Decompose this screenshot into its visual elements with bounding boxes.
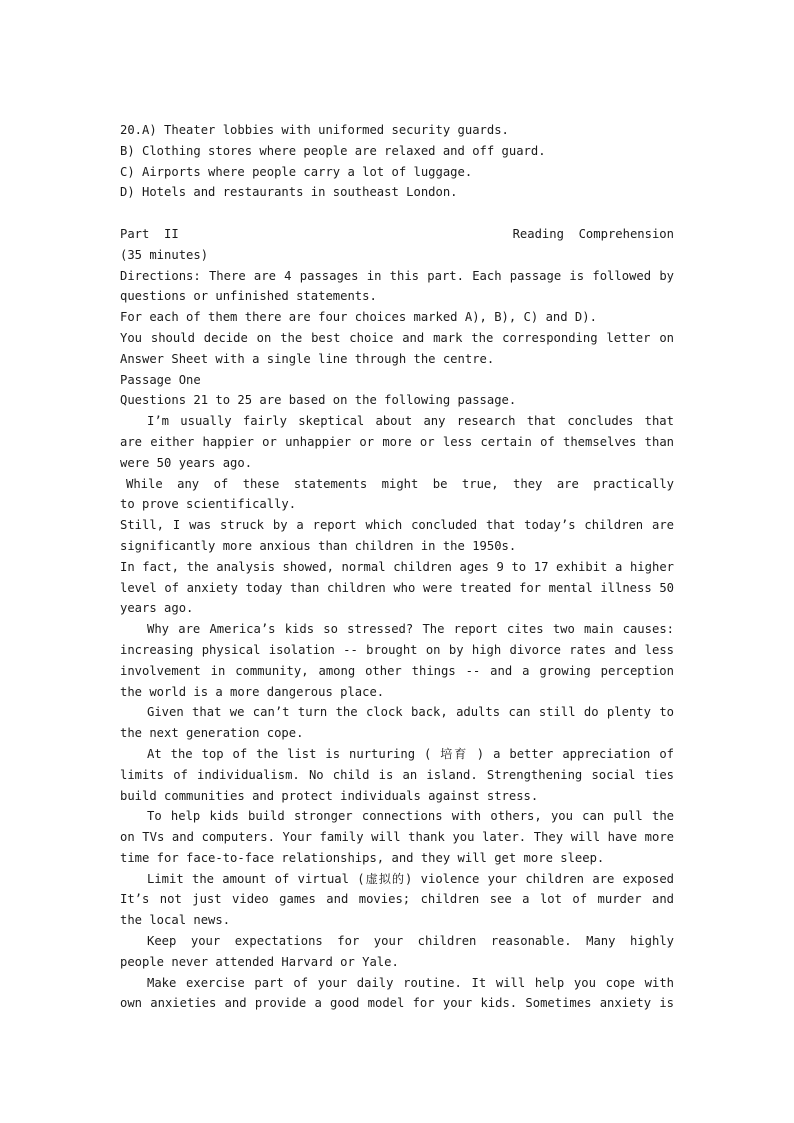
passage-line: At the top of the list is nurturing ( 培育 ) a better appreciation of <box>147 746 674 761</box>
option-20c: C) Airports where people carry a lot of luggage. <box>120 164 473 179</box>
passage-line: While any of these statements might be true, they are practically <box>126 476 674 491</box>
passage-line: involvement in community, among other things -- and a growing perception <box>120 663 674 678</box>
passage-line: the local news. <box>120 913 231 928</box>
passage-line: time for face-to-face relationships, and they will get more sleep. <box>120 850 605 865</box>
directions-line: Answer Sheet with a single line through the centre. <box>120 351 495 366</box>
passage-line: level of anxiety today than children who were treated for mental illness 50 <box>120 580 674 595</box>
passage-line: limits of individualism. No child is an island. Strengthening social ties <box>120 767 674 782</box>
option-20b: B) Clothing stores where people are relaxed and off guard. <box>120 143 546 158</box>
passage-line: In fact, the analysis showed, normal children ages 9 to 17 exhibit a higher <box>120 559 674 574</box>
passage-line: It’s not just video games and movies; children see a lot of murder and <box>120 892 674 907</box>
spacer <box>120 203 674 224</box>
passage-line: to prove scientifically. <box>120 497 297 512</box>
directions-line: questions or unfinished statements. <box>120 289 377 304</box>
passage-line: people never attended Harvard or Yale. <box>120 954 399 969</box>
passage-line: To help kids build stronger connections with others, you can pull the <box>147 809 674 824</box>
option-20a: 20.A) Theater lobbies with uniformed security guards. <box>120 123 509 137</box>
document-page <box>120 120 674 1014</box>
passage-line: increasing physical isolation -- brought on by high divorce rates and less <box>120 642 674 657</box>
passage-line: Given that we can’t turn the clock back, adults can still do plenty to <box>147 705 674 720</box>
passage-line: Still, I was struck by a report which concluded that today’s children are <box>120 518 674 533</box>
passage-line: own anxieties and provide a good model for your kids. Sometimes anxiety is <box>120 996 674 1011</box>
passage-line: I’m usually fairly skeptical about any research that concludes that <box>147 414 674 429</box>
passage-line: were 50 years ago. <box>120 455 253 470</box>
passage-line: Limit the amount of virtual (虚拟的) violence your children are exposed <box>147 871 674 886</box>
directions-line: Directions: There are 4 passages in this part. Each passage is followed by <box>120 268 674 283</box>
directions-line: You should decide on the best choice and mark the corresponding letter on <box>120 330 674 345</box>
passage-title: Passage One <box>120 372 201 387</box>
part-time: (35 minutes) <box>120 247 209 262</box>
passage-intro: Questions 21 to 25 are based on the following passage. <box>120 393 517 408</box>
passage-line: are either happier or unhappier or more or less certain of themselves than <box>120 434 674 449</box>
passage-line: the world is a more dangerous place. <box>120 684 385 699</box>
passage-line: on TVs and computers. Your family will thank you later. They will have more <box>120 830 674 845</box>
passage-line: years ago. <box>120 601 194 616</box>
passage-line: build communities and protect individuals against stress. <box>120 788 539 803</box>
part-label: Part II <box>120 226 179 241</box>
directions-line: For each of them there are four choices marked A), B), C) and D). <box>120 310 597 325</box>
part-title: Reading Comprehension <box>512 226 674 241</box>
passage-line: Make exercise part of your daily routine. It will help you cope with <box>147 975 674 990</box>
option-20d: D) Hotels and restaurants in southeast London. <box>120 185 458 200</box>
part-header <box>120 224 674 245</box>
passage-line: Keep your expectations for your children reasonable. Many highly <box>147 934 674 949</box>
passage-line: the next generation cope. <box>120 726 304 741</box>
passage-line: Why are America’s kids so stressed? The report cites two main causes: <box>147 622 674 637</box>
passage-line: significantly more anxious than children in the 1950s. <box>120 538 517 553</box>
